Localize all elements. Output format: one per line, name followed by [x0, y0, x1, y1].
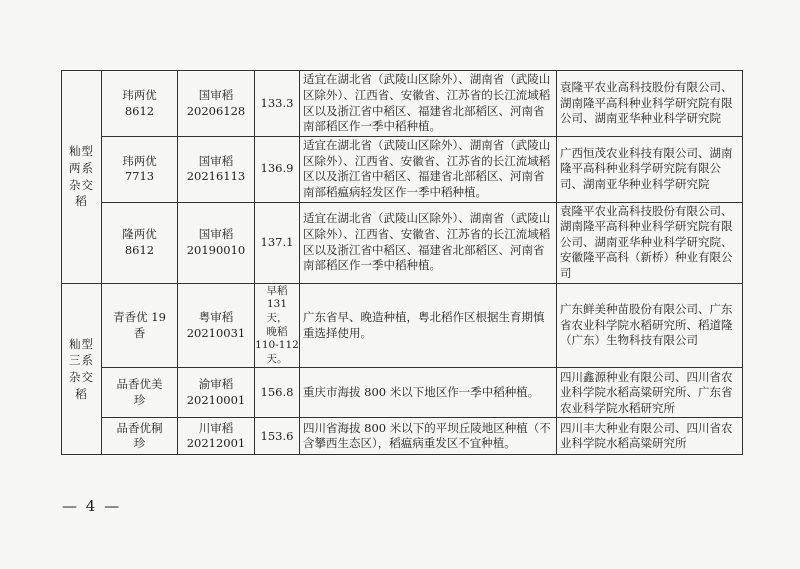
applicant: 四川鑫源种业有限公司、四川省农业科学院水稻高粱研究所、广东省农业科学院水稻研究所: [557, 368, 743, 418]
table-row: [62, 368, 743, 418]
approval-number: 渝审稻 20210001: [178, 368, 255, 418]
growth-days: 156.8: [255, 368, 300, 418]
variety-name: 玮两优 8612: [102, 71, 178, 137]
applicant: 广西恒茂农业科技有限公司、湖南隆平高科种业科学研究院有限公司、湖南亚华种业科学研究院: [557, 137, 743, 203]
table-row: [62, 71, 743, 137]
growth-days: 137.1: [255, 202, 300, 283]
variety-name: 品香优美 珍: [102, 368, 178, 418]
approval-number: 国审稻 20216113: [178, 137, 255, 203]
table-row: [62, 283, 743, 368]
suitable-area: 广东省早、晚造种植，粤北稻作区根据生育期慎重选择使用。: [300, 283, 557, 368]
variety-table: [61, 70, 743, 455]
applicant: 四川丰大种业有限公司、四川省农业科学院水稻高粱研究所: [557, 418, 743, 455]
variety-name: 青香优 19 香: [102, 283, 178, 368]
growth-days: 早稻 131 天， 晚稻 110-112 天。: [255, 283, 300, 368]
approval-number: 粤审稻 20210031: [178, 283, 255, 368]
growth-days: 136.9: [255, 137, 300, 203]
page-number: — 4 —: [62, 497, 122, 515]
variety-name: 隆两优 8612: [102, 202, 178, 283]
variety-name: 品香优秱 珍: [102, 418, 178, 455]
table-row: [62, 202, 743, 283]
table-row: [62, 418, 743, 455]
growth-days: 133.3: [255, 71, 300, 137]
suitable-area: 适宜在湖北省（武陵山区除外）、湖南省（武陵山区除外）、江西省、安徽省、江苏省的长江流域稻区以及浙江省中稻区、福建省北部稻区、河南省南部稻区作一季中稻种植。: [300, 202, 557, 283]
approval-number: 川审稻 20212001: [178, 418, 255, 455]
suitable-area: 四川省海拔 800 米以下的平坝丘陵地区种植（不含攀西生态区），稻瘟病重发区不宜种植。: [300, 418, 557, 455]
table-row: [62, 137, 743, 203]
approval-number: 国审稻 20206128: [178, 71, 255, 137]
approval-number: 国审稻 20190010: [178, 202, 255, 283]
suitable-area: 重庆市海拔 800 米以下地区作一季中稻种植。: [300, 368, 557, 418]
applicant: 广东鲜美种苗股份有限公司、广东省农业科学院水稻研究所、稻道隆（广东）生物科技有限公司: [557, 283, 743, 368]
applicant: 袁隆平农业高科技股份有限公司、湖南隆平高科种业科学研究院有限公司、湖南亚华种业科学研究院: [557, 71, 743, 137]
suitable-area: 适宜在湖北省（武陵山区除外）、湖南省（武陵山区除外）、江西省、安徽省、江苏省的长江流域稻区以及浙江省中稻区、福建省北部稻区、河南省南部稻瘟病轻发区作一季中稻种植。: [300, 137, 557, 203]
applicant: 袁隆平农业高科技股份有限公司、湖南隆平高科种业科学研究院有限公司、湖南亚华种业科学研究院、安徽隆平高科（新桥）种业有限公司: [557, 202, 743, 283]
variety-name: 玮两优 7713: [102, 137, 178, 203]
category-cell: 籼型三系杂交稻: [62, 283, 102, 455]
growth-days: 153.6: [255, 418, 300, 455]
category-cell: 籼型两系杂交稻: [62, 71, 102, 284]
suitable-area: 适宜在湖北省（武陵山区除外）、湖南省（武陵山区除外）、江西省、安徽省、江苏省的长江流域稻区以及浙江省中稻区、福建省北部稻区、河南省南部稻区作一季中稻种植。: [300, 71, 557, 137]
